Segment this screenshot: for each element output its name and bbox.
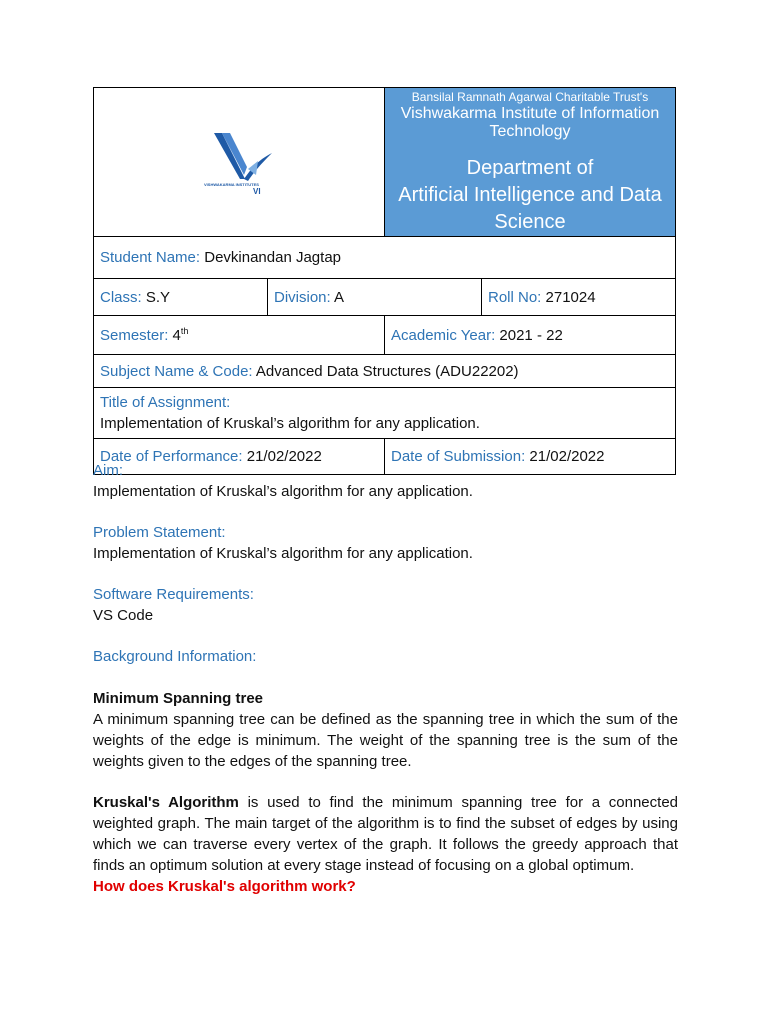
student-name-label: Student Name: [100,249,201,266]
class-label: Class: [100,288,142,306]
semester-suffix: th [180,325,189,336]
software-heading: Software Requirements: [93,586,254,603]
roll-label: Roll No: [488,288,542,306]
academic-year-cell [385,316,676,355]
class-cell [94,279,268,316]
assignment-title-value: Implementation of Kruskal’s algorithm for any application. [100,415,480,432]
submission-date-value: 21/02/2022 [529,448,605,465]
roll-value: 271024 [545,288,596,306]
division-cell [268,279,482,316]
academic-year-label: Academic Year: [391,326,496,344]
semester-cell [94,316,385,355]
department-line-1: Department of [466,157,594,179]
aim-heading: Aim: [93,462,123,479]
problem-text: Implementation of Kruskal’s algorithm for any application. [93,545,473,562]
logo-mark: VI [253,187,261,196]
aim-text: Implementation of Kruskal’s algorithm for any application. [93,483,473,500]
assignment-title-cell [94,388,676,439]
submission-date-label: Date of Submission: [391,448,526,465]
subject-label: Subject Name & Code: [100,362,253,380]
subject-cell [94,355,676,388]
document-body [93,460,678,897]
logo-text: VISHWAKARMA INSTITUTES [204,182,259,187]
division-value: A [334,288,345,306]
kruskal-bold: Kruskal's Algorithm [93,794,239,811]
kruskal-text: is used to find the minimum spanning tree for a connected weighted graph. The main target of the algorithm is to find the subset of edges by using which we can traverse every vertex of the graph. It follows the greedy approach that finds an optimum solution at every stage instead of focusing on a global optimum. [93,794,679,874]
academic-year-value: 2021 - 22 [499,326,563,344]
assignment-header-table [93,87,676,475]
trust-name: Bansilal Ramnath Agarwal Charitable Trust's [411,90,649,104]
performance-date-label: Date of Performance: [100,448,243,465]
institute-banner [385,88,676,237]
background-heading: Background Information: [93,648,257,665]
division-label: Division: [274,288,331,306]
kruskal-paragraph [93,792,678,876]
class-value: S.Y [145,288,171,306]
roll-cell [482,279,676,316]
student-name-value: Devkinandan Jagtap [204,249,341,266]
how-heading: How does Kruskal's algorithm work? [93,878,356,895]
institute-logo [94,109,384,215]
performance-date-value: 21/02/2022 [246,448,322,465]
problem-heading: Problem Statement: [93,524,226,541]
student-name-cell [94,237,676,279]
mst-paragraph: A minimum spanning tree can be defined as the spanning tree in which the sum of the weights of the edge is minimum. The weight of the spanning tree is the sum of the weights given to the edges of the spanning tree. [93,711,678,770]
software-text: VS Code [93,607,154,624]
semester-value: 4 [172,326,181,344]
assignment-title-label: Title of Assignment: [100,394,231,411]
mst-heading: Minimum Spanning tree [93,690,264,707]
institute-name: Vishwakarma Institute of Information Technology [400,105,660,140]
department-line-2: Artificial Intelligence and Data Science [398,184,662,233]
semester-label: Semester: [100,326,169,344]
subject-value: Advanced Data Structures (ADU22202) [255,362,519,380]
logo-cell [94,88,385,237]
